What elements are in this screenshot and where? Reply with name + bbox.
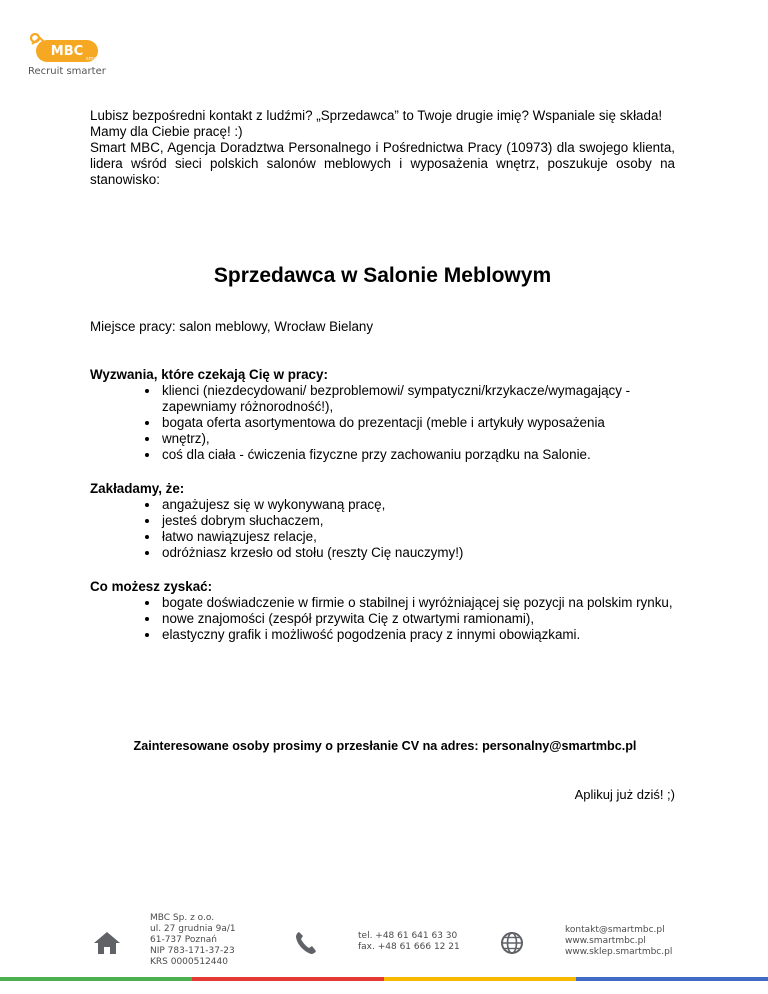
challenges-heading: Wyzwania, które czekają Cię w pracy: <box>90 367 328 382</box>
logo-graphic <box>26 30 110 64</box>
stripe-yellow <box>384 977 576 981</box>
list-item: nowe znajomości (zespół przywita Cię z otwartymi ramionami), <box>162 611 675 627</box>
challenges-section <box>90 367 675 463</box>
stripe-green <box>0 977 192 981</box>
footer-color-stripes <box>0 977 768 981</box>
intro-line-2: Smart MBC, Agencja Doradztwa Personalnego i Pośrednictwa Pracy (10973) dla swojego klienta, lidera wśród sieci polskich salonów meblowych i wyposażenia wnętrz, poszukuje osoby na stanowisko: <box>90 140 675 187</box>
list-item: wnętrz), <box>162 431 675 447</box>
assumptions-heading: Zakładamy, że: <box>90 481 185 496</box>
intro <box>90 108 675 188</box>
list-item: coś dla ciała - ćwiczenia fizyczne przy zachowaniu porządku na Salonie. <box>162 447 675 463</box>
globe-icon <box>500 931 524 955</box>
list-item: łatwo nawiązujesz relacje, <box>162 529 675 545</box>
application-contact: Zainteresowane osoby prosimy o przesłanie CV na adres: personalny@smartmbc.pl <box>133 739 637 753</box>
logo-text: MBC <box>50 44 84 59</box>
benefits-heading: Co możesz zyskać: <box>90 579 213 594</box>
assumptions-section <box>90 481 675 561</box>
email-link[interactable]: kontakt@smartmbc.pl <box>565 925 665 935</box>
list-item: angażujesz się w wykonywaną pracę, <box>162 497 675 513</box>
website-link[interactable]: www.smartmbc.pl <box>565 936 646 946</box>
fax-number: fax. +48 61 666 12 21 <box>358 942 460 952</box>
apply-text: Aplikuj już dziś! ;) <box>574 787 675 802</box>
logo-subtext: smart <box>86 56 101 62</box>
web-contacts <box>565 925 672 958</box>
list-item: elastyczny grafik i możliwość pogodzenia pracy z innymi obowiązkami. <box>162 627 675 643</box>
address-line: ul. 27 grudnia 9a/1 <box>150 924 236 934</box>
assumptions-list <box>90 497 675 561</box>
stripe-blue <box>576 977 768 981</box>
intro-line-1: Lubisz bezpośredni kontakt z ludźmi? „Sprzedawca” to Twoje drugie imię? Wspaniale się składa! Mamy dla Ciebie pracę! :) <box>90 108 663 139</box>
challenges-list <box>90 383 675 463</box>
list-item: klienci (niezdecydowani/ bezproblemowi/ sympatyczni/krzykacze/wymagający - zapewniamy różnorodność!), <box>162 383 675 415</box>
phone-numbers <box>358 931 460 953</box>
work-location: Miejsce pracy: salon meblowy, Wrocław Bielany <box>90 319 374 334</box>
address-line: KRS 0000512440 <box>150 957 228 967</box>
list-item: odróżniasz krzesło od stołu (reszty Cię nauczymy!) <box>162 545 675 561</box>
job-offer <box>90 108 675 643</box>
address-line: NIP 783-171-37-23 <box>150 946 235 956</box>
shop-link[interactable]: www.sklep.smartmbc.pl <box>565 947 673 957</box>
stripe-red <box>192 977 384 981</box>
benefits-list <box>90 595 675 643</box>
phone-number: tel. +48 61 641 63 30 <box>358 931 458 941</box>
mbc-logo <box>26 30 110 64</box>
benefits-section <box>90 579 675 643</box>
company-address <box>150 913 236 968</box>
home-icon <box>93 930 121 956</box>
list-item: bogata oferta asortymentowa do prezentacji (meble i artykuły wyposażenia <box>162 415 675 431</box>
address-line: MBC Sp. z o.o. <box>150 913 215 923</box>
phone-icon <box>295 931 317 955</box>
tagline: Recruit smarter <box>28 66 106 77</box>
list-item: bogate doświadczenie w firmie o stabilnej i wyróżniającej się pozycji na polskim rynku, <box>162 595 675 611</box>
job-title: Sprzedawca w Salonie Meblowym <box>213 264 552 287</box>
list-item: jesteś dobrym słuchaczem, <box>162 513 675 529</box>
address-line: 61-737 Poznań <box>150 935 217 945</box>
